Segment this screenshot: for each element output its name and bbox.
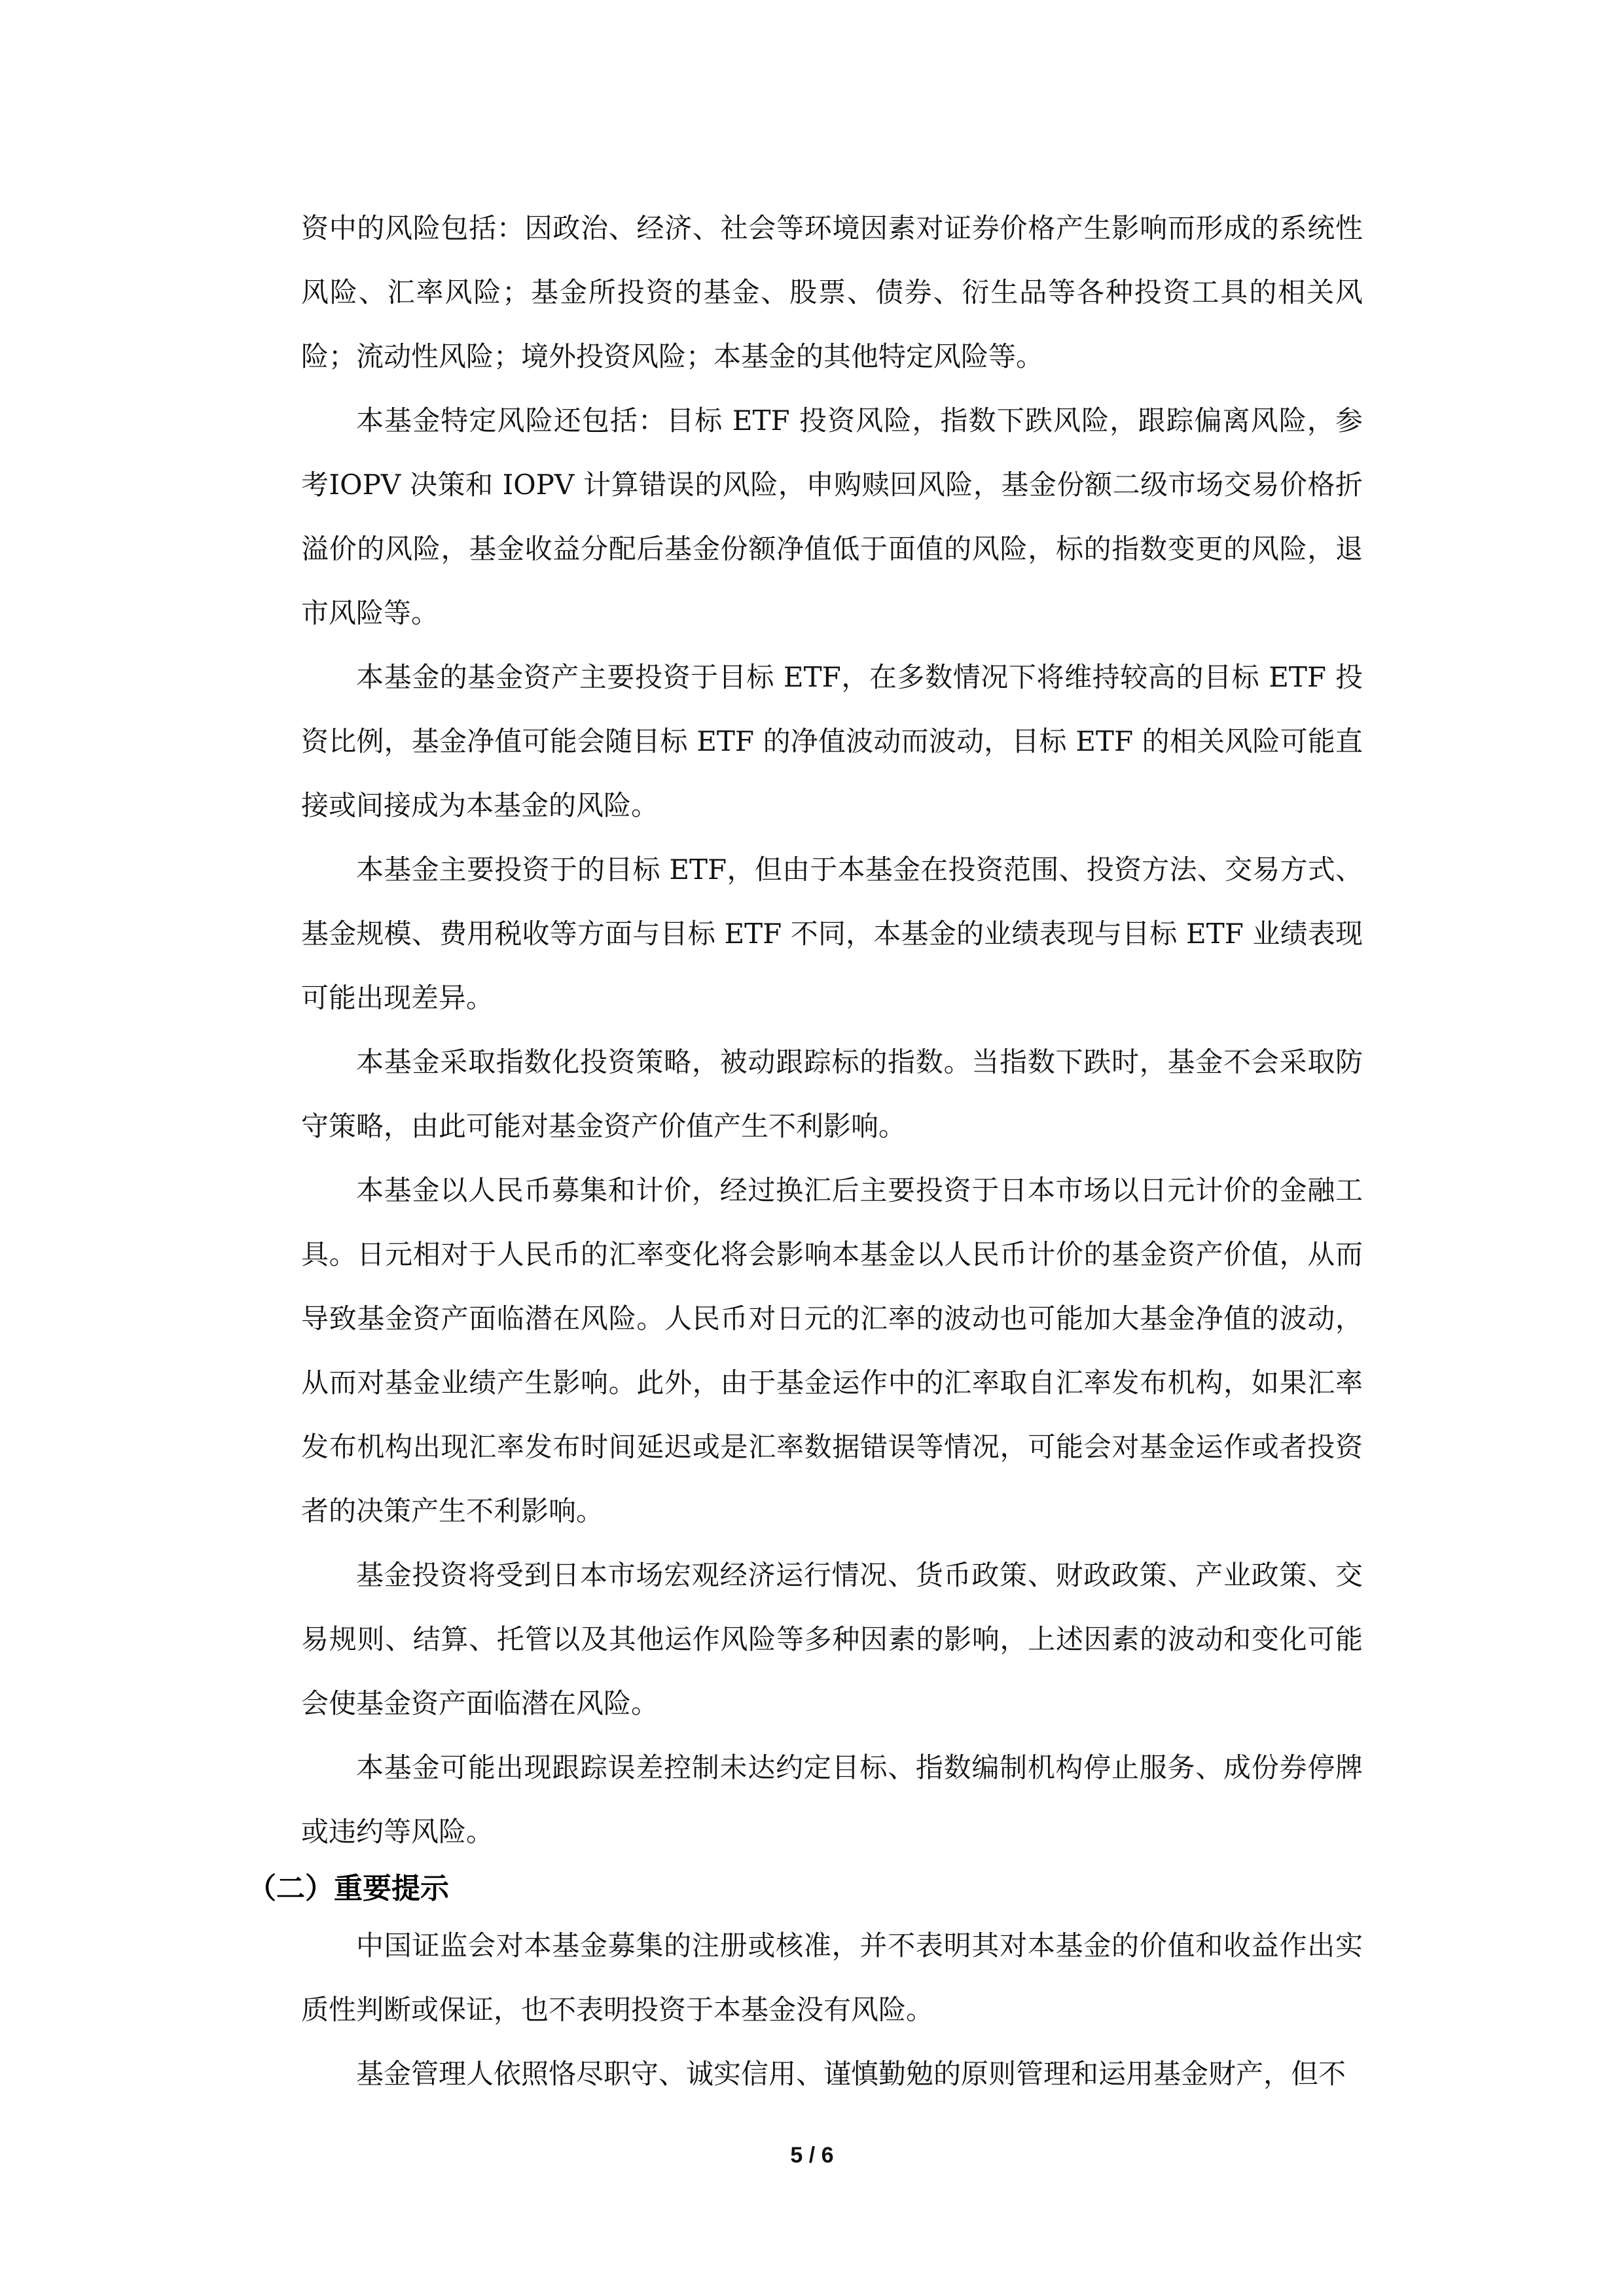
page-number: 5 / 6 (790, 2143, 834, 2168)
paragraph-currency-risk: 本基金以人民币募集和计价，经过换汇后主要投资于日本市场以日元计价的金融工具。日元相对于人民币的汇率变化将会影响本基金以人民币计价的基金资产价值，从而导致基金资产面临潜在风险。人民币对日元的汇率的波动也可能加大基金净值的波动，从而对基金业绩产生影响。此外，由于基金运作中的汇率取自汇率发布机构，如果汇率发布机构出现汇率发布时间延迟或是汇率数据错误等情况，可能会对基金运作或者投资者的决策产生不利影响。 (301, 1174, 1363, 1527)
paragraph-market-risk: 基金投资将受到日本市场宏观经济运行情况、货币政策、财政政策、产业政策、交易规则、结算、托管以及其他运作风险等多种因素的影响，上述因素的波动和变化可能会使基金资产面临潜在风险。 (301, 1559, 1363, 1719)
paragraph-target-etf-risk: 本基金的基金资产主要投资于目标 ETF，在多数情况下将维持较高的目标 ETF 投资比例，基金净值可能会随目标 ETF 的净值波动而波动，目标 ETF 的相关风险可能直接或间接成为本基金的风险。 (301, 661, 1363, 821)
paragraph-specific-risks: 本基金特定风险还包括：目标 ETF 投资风险，指数下跌风险，跟踪偏离风险，参考IOPV 决策和 IOPV 计算错误的风险，申购赎回风险，基金份额二级市场交易价格折溢价的风险，基金收益分配后基金份额净值低于面值的风险，标的指数变更的风险，退市风险等。 (301, 404, 1363, 629)
paragraph-tracking-error-risk: 本基金可能出现跟踪误差控制未达约定目标、指数编制机构停止服务、成份券停牌或违约等风险。 (301, 1751, 1363, 1848)
document-body (247, 196, 1363, 2106)
paragraph-index-strategy: 本基金采取指数化投资策略，被动跟踪标的指数。当指数下跌时，基金不会采取防守策略，由此可能对基金资产价值产生不利影响。 (301, 1046, 1363, 1142)
paragraph-csrc-notice: 中国证监会对本基金募集的注册或核准，并不表明其对本基金的价值和收益作出实质性判断或保证，也不表明投资于本基金没有风险。 (301, 1929, 1363, 2026)
paragraph-performance-difference: 本基金主要投资于的目标 ETF，但由于本基金在投资范围、投资方法、交易方式、基金规模、费用税收等方面与目标 ETF 不同，本基金的业绩表现与目标 ETF 业绩表现可能出现差异。 (301, 853, 1363, 1014)
section-heading-important-notice: （二）重要提示 (247, 1872, 449, 1905)
paragraph-manager-statement: 基金管理人依照恪尽职守、诚实信用、谨慎勤勉的原则管理和运用基金财产，但不 (356, 2058, 1346, 2090)
paragraph-risk-overview: 资中的风险包括：因政治、经济、社会等环境因素对证券价格产生影响而形成的系统性风险、汇率风险；基金所投资的基金、股票、债券、衍生品等各种投资工具的相关风险；流动性风险；境外投资风险；本基金的其他特定风险等。 (301, 212, 1363, 372)
